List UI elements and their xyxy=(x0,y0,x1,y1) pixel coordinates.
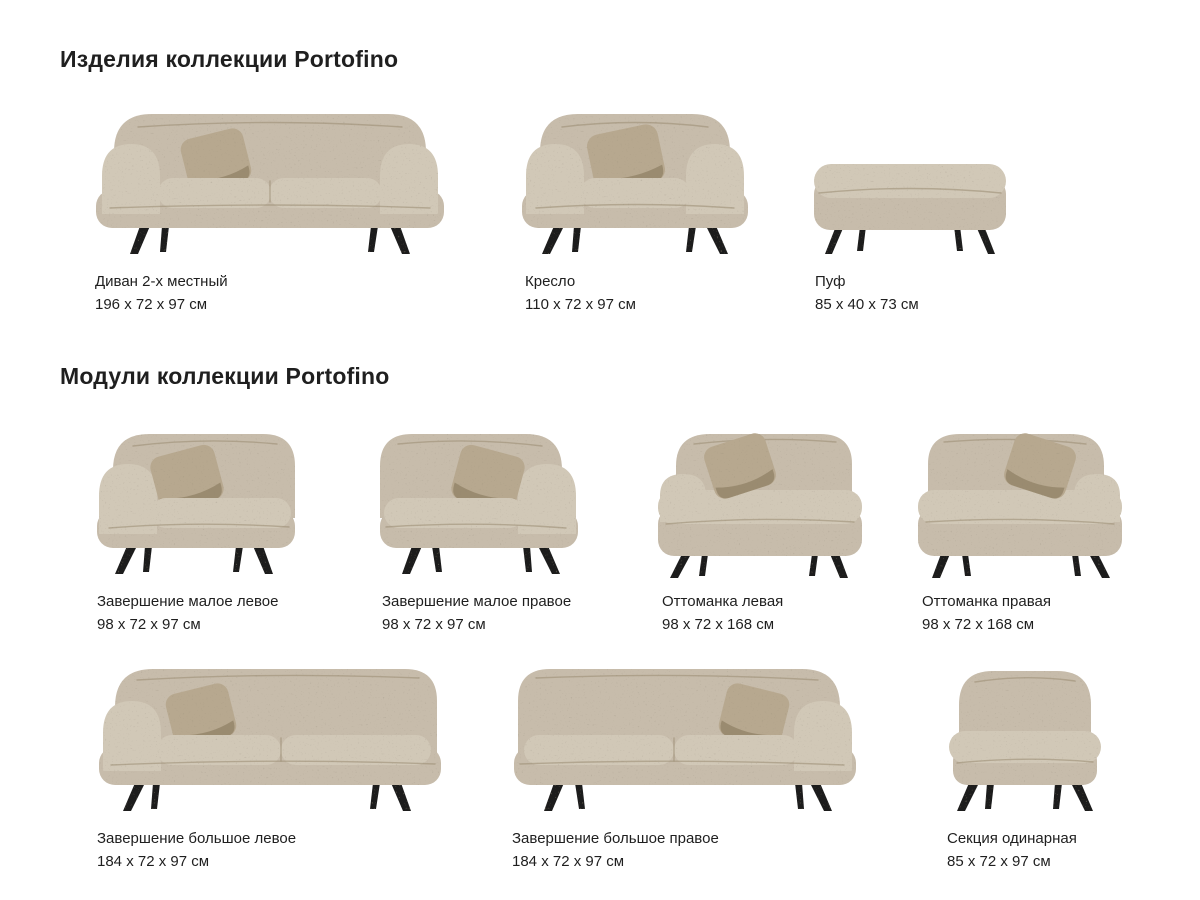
card-small-end-right xyxy=(370,420,590,636)
small-end-left-image xyxy=(85,422,305,580)
small-end-right-image-box xyxy=(370,420,590,580)
card-small-end-left xyxy=(85,420,305,636)
small-end-right-image xyxy=(370,422,590,580)
card-ottoman-right xyxy=(910,420,1130,636)
product-dimensions: 85 x 40 x 73 см xyxy=(815,296,919,313)
ottoman-left-image xyxy=(650,422,870,580)
two-seat-sofa-image xyxy=(80,102,460,260)
single-section-image xyxy=(935,659,1115,817)
module-name: Оттоманка левая xyxy=(662,593,784,610)
module-name: Завершение малое левое xyxy=(97,593,279,610)
module-dimensions: 98 x 72 x 168 см xyxy=(662,616,775,633)
modules-row-1 xyxy=(85,420,1200,636)
section-modules-title: Модули коллекции Portofino xyxy=(60,363,390,389)
pouf-image xyxy=(800,150,1020,260)
large-end-right-image-box xyxy=(500,657,870,817)
caption xyxy=(80,270,460,316)
module-name: Секция одинарная xyxy=(947,830,1077,847)
card-ottoman-left xyxy=(650,420,870,636)
two-seat-sofa-image-box xyxy=(80,100,460,260)
armchair-image-box xyxy=(510,100,760,260)
ottoman-right-image-box xyxy=(910,420,1130,580)
large-end-left-image xyxy=(85,659,455,817)
products-row xyxy=(80,100,1200,316)
module-dimensions: 98 x 72 x 97 см xyxy=(97,616,201,633)
caption xyxy=(85,590,305,636)
module-dimensions: 184 x 72 x 97 см xyxy=(97,853,210,870)
module-dimensions: 184 x 72 x 97 см xyxy=(512,853,625,870)
product-name: Пуф xyxy=(815,273,846,290)
product-name: Кресло xyxy=(525,273,576,290)
caption xyxy=(935,827,1115,873)
module-dimensions: 98 x 72 x 168 см xyxy=(922,616,1035,633)
card-large-end-right xyxy=(500,657,870,873)
section-products-title: Изделия коллекции Portofino xyxy=(60,46,399,72)
module-dimensions: 98 x 72 x 97 см xyxy=(382,616,486,633)
card-armchair xyxy=(510,100,760,316)
module-name: Завершение большое правое xyxy=(512,830,719,847)
large-end-left-image-box xyxy=(85,657,455,817)
product-dimensions: 110 x 72 x 97 см xyxy=(525,296,636,313)
module-name: Оттоманка правая xyxy=(922,593,1051,610)
card-two-seat-sofa xyxy=(80,100,460,316)
card-single-section xyxy=(935,657,1115,873)
armchair-image xyxy=(510,100,760,260)
ottoman-right-image xyxy=(910,422,1130,580)
product-name: Диван 2-х местный xyxy=(95,273,228,290)
single-section-image-box xyxy=(935,657,1115,817)
card-large-end-left xyxy=(85,657,455,873)
modules-row-2 xyxy=(85,657,1200,873)
ottoman-left-image-box xyxy=(650,420,870,580)
caption xyxy=(370,590,590,636)
pouf-image-box xyxy=(800,100,1020,260)
product-dimensions: 196 x 72 x 97 см xyxy=(95,296,208,313)
module-name: Завершение малое правое xyxy=(382,593,572,610)
caption xyxy=(800,270,1020,316)
caption xyxy=(650,590,870,636)
catalog-page xyxy=(60,46,1200,873)
module-dimensions: 85 x 72 x 97 см xyxy=(947,853,1051,870)
small-end-left-image-box xyxy=(85,420,305,580)
caption xyxy=(910,590,1130,636)
caption xyxy=(500,827,870,873)
card-pouf xyxy=(800,100,1020,316)
large-end-right-image xyxy=(500,659,870,817)
caption xyxy=(510,270,760,316)
caption xyxy=(85,827,455,873)
module-name: Завершение большое левое xyxy=(97,830,297,847)
section-modules xyxy=(60,363,1200,873)
section-products xyxy=(60,46,1200,316)
